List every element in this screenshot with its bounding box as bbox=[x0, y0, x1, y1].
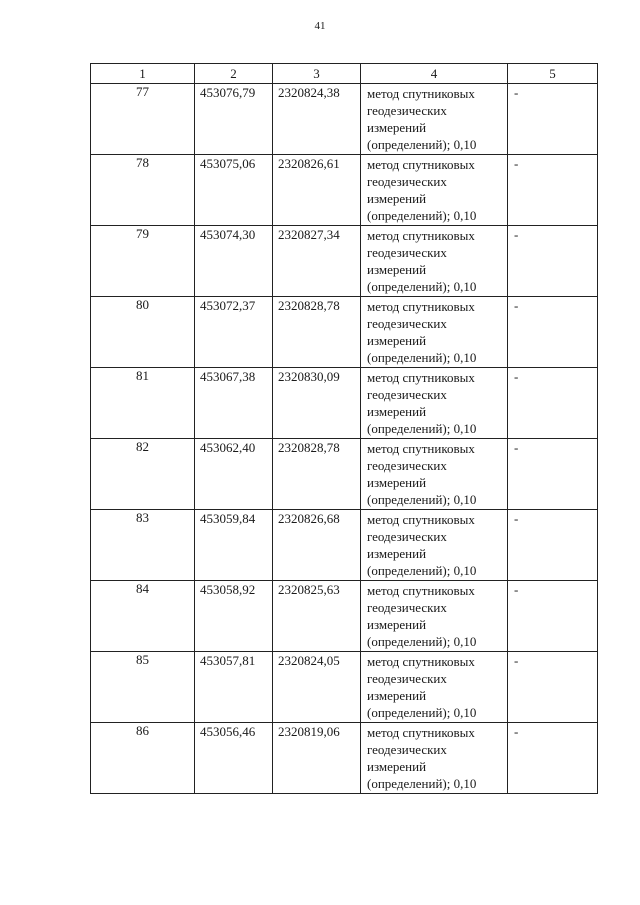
method-line: (определений); 0,10 bbox=[367, 279, 477, 294]
table-row bbox=[91, 510, 598, 581]
x-coordinate-cell: 453062,40 bbox=[195, 439, 273, 510]
method-cell bbox=[361, 226, 508, 297]
method-line: (определений); 0,10 bbox=[367, 492, 477, 507]
table-row bbox=[91, 226, 598, 297]
point-number-cell: 86 bbox=[91, 723, 195, 794]
method-line: (определений); 0,10 bbox=[367, 634, 477, 649]
method-line: геодезических bbox=[367, 245, 447, 260]
description-cell: - bbox=[508, 297, 598, 368]
y-coordinate-cell: 2320826,61 bbox=[273, 155, 361, 226]
description-cell: - bbox=[508, 226, 598, 297]
method-line: геодезических bbox=[367, 103, 447, 118]
method-line: измерений bbox=[367, 333, 427, 348]
method-line: измерений bbox=[367, 404, 427, 419]
table-row bbox=[91, 439, 598, 510]
description-cell: - bbox=[508, 723, 598, 794]
method-line: (определений); 0,10 bbox=[367, 705, 477, 720]
point-number-cell: 85 bbox=[91, 652, 195, 723]
method-line: измерений bbox=[367, 688, 427, 703]
method-cell bbox=[361, 297, 508, 368]
point-number-cell: 77 bbox=[91, 84, 195, 155]
column-header-2: 2 bbox=[195, 64, 273, 84]
method-line: геодезических bbox=[367, 600, 447, 615]
method-line: (определений); 0,10 bbox=[367, 208, 477, 223]
method-line: метод спутниковых bbox=[367, 441, 475, 456]
point-number-cell: 79 bbox=[91, 226, 195, 297]
method-line: геодезических bbox=[367, 458, 447, 473]
method-line: метод спутниковых bbox=[367, 86, 475, 101]
column-header-3: 3 bbox=[273, 64, 361, 84]
method-line: (определений); 0,10 bbox=[367, 563, 477, 578]
description-cell: - bbox=[508, 439, 598, 510]
method-line: метод спутниковых bbox=[367, 512, 475, 527]
method-cell bbox=[361, 581, 508, 652]
y-coordinate-cell: 2320828,78 bbox=[273, 297, 361, 368]
table-body bbox=[91, 84, 598, 794]
table-row bbox=[91, 723, 598, 794]
table-row bbox=[91, 297, 598, 368]
method-line: метод спутниковых bbox=[367, 725, 475, 740]
y-coordinate-cell: 2320830,09 bbox=[273, 368, 361, 439]
point-number-cell: 81 bbox=[91, 368, 195, 439]
x-coordinate-cell: 453076,79 bbox=[195, 84, 273, 155]
y-coordinate-cell: 2320825,63 bbox=[273, 581, 361, 652]
page-number: 41 bbox=[314, 20, 326, 32]
method-line: геодезических bbox=[367, 316, 447, 331]
table-row bbox=[91, 652, 598, 723]
method-line: геодезических bbox=[367, 671, 447, 686]
method-line: измерений bbox=[367, 120, 427, 135]
method-cell bbox=[361, 439, 508, 510]
x-coordinate-cell: 453074,30 bbox=[195, 226, 273, 297]
method-line: метод спутниковых bbox=[367, 228, 475, 243]
point-number-cell: 82 bbox=[91, 439, 195, 510]
column-header-1: 1 bbox=[91, 64, 195, 84]
header-row bbox=[91, 64, 598, 84]
point-number-cell: 84 bbox=[91, 581, 195, 652]
method-cell bbox=[361, 652, 508, 723]
description-cell: - bbox=[508, 368, 598, 439]
method-cell bbox=[361, 84, 508, 155]
x-coordinate-cell: 453057,81 bbox=[195, 652, 273, 723]
method-line: измерений bbox=[367, 475, 427, 490]
method-line: измерений bbox=[367, 759, 427, 774]
description-cell: - bbox=[508, 155, 598, 226]
y-coordinate-cell: 2320824,05 bbox=[273, 652, 361, 723]
method-line: геодезических bbox=[367, 174, 447, 189]
method-cell bbox=[361, 155, 508, 226]
description-cell: - bbox=[508, 510, 598, 581]
x-coordinate-cell: 453067,38 bbox=[195, 368, 273, 439]
point-number-cell: 78 bbox=[91, 155, 195, 226]
y-coordinate-cell: 2320819,06 bbox=[273, 723, 361, 794]
method-line: метод спутниковых bbox=[367, 583, 475, 598]
y-coordinate-cell: 2320826,68 bbox=[273, 510, 361, 581]
method-cell bbox=[361, 368, 508, 439]
method-line: геодезических bbox=[367, 529, 447, 544]
table-row bbox=[91, 84, 598, 155]
method-line: (определений); 0,10 bbox=[367, 776, 477, 791]
table-row bbox=[91, 155, 598, 226]
method-line: геодезических bbox=[367, 387, 447, 402]
x-coordinate-cell: 453075,06 bbox=[195, 155, 273, 226]
x-coordinate-cell: 453056,46 bbox=[195, 723, 273, 794]
description-cell: - bbox=[508, 84, 598, 155]
method-line: геодезических bbox=[367, 742, 447, 757]
method-line: измерений bbox=[367, 617, 427, 632]
point-number-cell: 80 bbox=[91, 297, 195, 368]
table-row bbox=[91, 368, 598, 439]
method-line: метод спутниковых bbox=[367, 654, 475, 669]
method-line: (определений); 0,10 bbox=[367, 421, 477, 436]
column-header-5: 5 bbox=[508, 64, 598, 84]
method-line: измерений bbox=[367, 191, 427, 206]
method-line: метод спутниковых bbox=[367, 299, 475, 314]
method-line: (определений); 0,10 bbox=[367, 350, 477, 365]
x-coordinate-cell: 453058,92 bbox=[195, 581, 273, 652]
coordinates-table bbox=[90, 63, 598, 794]
method-line: метод спутниковых bbox=[367, 370, 475, 385]
y-coordinate-cell: 2320828,78 bbox=[273, 439, 361, 510]
method-cell bbox=[361, 510, 508, 581]
table-row bbox=[91, 581, 598, 652]
description-cell: - bbox=[508, 581, 598, 652]
y-coordinate-cell: 2320827,34 bbox=[273, 226, 361, 297]
column-header-4: 4 bbox=[361, 64, 508, 84]
method-line: метод спутниковых bbox=[367, 157, 475, 172]
method-cell bbox=[361, 723, 508, 794]
point-number-cell: 83 bbox=[91, 510, 195, 581]
x-coordinate-cell: 453072,37 bbox=[195, 297, 273, 368]
description-cell: - bbox=[508, 652, 598, 723]
y-coordinate-cell: 2320824,38 bbox=[273, 84, 361, 155]
method-line: измерений bbox=[367, 546, 427, 561]
method-line: (определений); 0,10 bbox=[367, 137, 477, 152]
method-line: измерений bbox=[367, 262, 427, 277]
x-coordinate-cell: 453059,84 bbox=[195, 510, 273, 581]
